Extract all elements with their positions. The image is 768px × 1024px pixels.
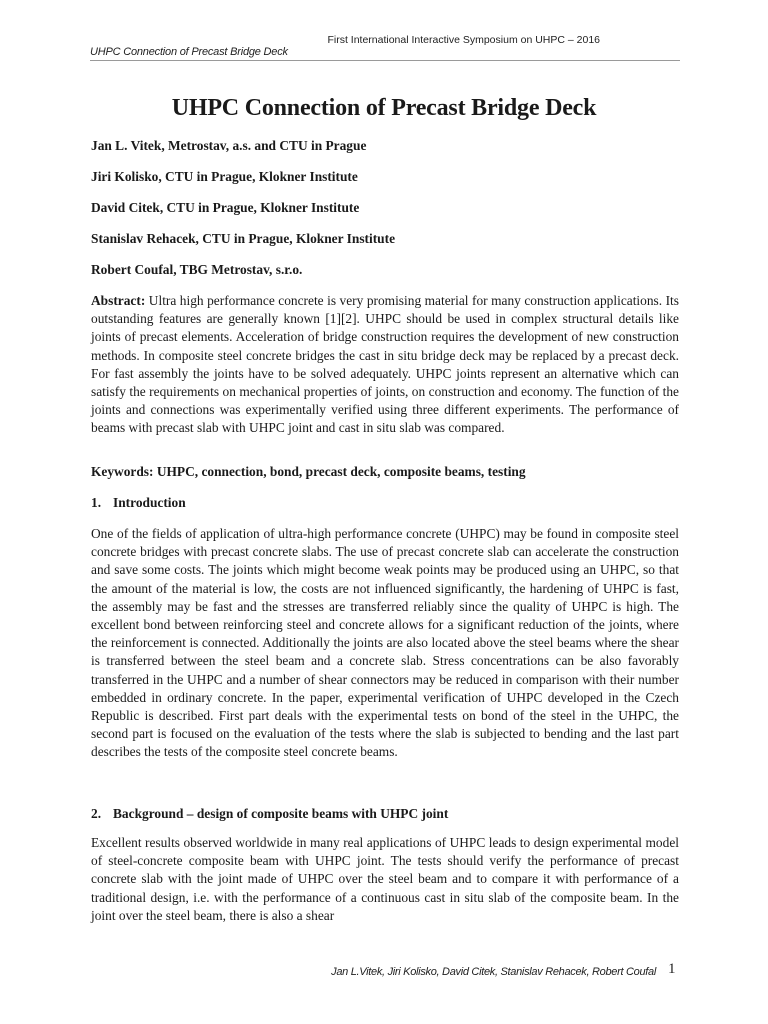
page-number: 1 (668, 961, 676, 977)
running-header: UHPC Connection of Precast Bridge Deck (90, 46, 680, 61)
section-1-heading (91, 495, 186, 511)
paper-title: UHPC Connection of Precast Bridge Deck (171, 95, 597, 121)
footer-authors: Jan L.Vitek, Jiri Kolisko, David Citek, Stanislav Rehacek, Robert Coufal (331, 966, 656, 978)
section-2-text: Excellent results observed worldwide in many real applications of UHPC leads to design experimental model of steel-concrete composite beam with UHPC joint. The tests should verify the performance of precast concrete slab with the joint made of UHPC over the steel beam and to compare it with performance of a traditional design, i.e. with the performance of a continuous cast in situ slab of the composite beam. In the joint over the steel beam, there is also a shear (91, 835, 679, 923)
abstract (91, 292, 679, 438)
section-2-number: 2. (91, 806, 102, 821)
section-2-heading (91, 806, 448, 822)
section-2-title: Background – design of composite beams with UHPC joint (113, 806, 449, 821)
author-2: Jiri Kolisko, CTU in Prague, Klokner Institute (91, 169, 358, 184)
section-1-number: 1. (91, 495, 102, 510)
author-3: David Citek, CTU in Prague, Klokner Institute (91, 200, 360, 215)
abstract-text: Ultra high performance concrete is very promising material for many construction applications. Its outstanding features are generally known [1][2]. UHPC should be used in complex structural details like joints of precast elements. Acceleration of bridge construction requires the development of new construction methods. In composite steel concrete bridges the cast in situ bridge deck may be replaced by a precast deck. For fast assembly the joints have to be solved adequately. UHPC joints represent an alternative which can satisfy the requirements on mechanical properties of joints, on construction and economy. The function of the joints and connections was experimentally verified using three different experiments. The performance of beams with precast slab with UHPC joint and cast in situ slab was compared. (91, 293, 679, 436)
author-5: Robert Coufal, TBG Metrostav, s.r.o. (91, 262, 303, 277)
symposium-header: First International Interactive Symposium on UHPC – 2016 (327, 34, 600, 46)
section-1-title: Introduction (113, 495, 186, 510)
abstract-label: Abstract: (91, 293, 146, 308)
keywords: Keywords: UHPC, connection, bond, precast deck, composite beams, testing (91, 464, 526, 479)
author-1: Jan L. Vitek, Metrostav, a.s. and CTU in Prague (91, 138, 367, 153)
section-1-text: One of the fields of application of ultra-high performance concrete (UHPC) may be found in composite steel concrete bridges with precast concrete slabs. The use of precast concrete slab can accelerate the construction and save some costs. The joints which might become weak points may be produced using an UHPC, so that the amount of the material is low, the costs are not influenced significantly, the hardening of UHPC is fast, the assembly may be fast and the stresses are transferred reliably since the quality of UHPC is high. The excellent bond between reinforcing steel and concrete allows for a significant reduction of the joints, where the reinforcement is connected. Additionally the joints are also located above the steel beams where the shear is transferred between the steel beam and a concrete slab. Stress concentrations can be also favorably transferred in the UHPC and a number of shear connectors may be reduced in comparison with their number embedded in ordinary concrete. In the paper, experimental verification of UHPC developed in the Czech Republic is described. First part deals with the experimental tests on bond of the steel in the UHPC, the second part is focused on the evaluation of the tests where the slab is subjected to bending and the last part describes the tests of the composite steel concrete beams. (91, 526, 679, 760)
author-4: Stanislav Rehacek, CTU in Prague, Klokner Institute (91, 231, 396, 246)
